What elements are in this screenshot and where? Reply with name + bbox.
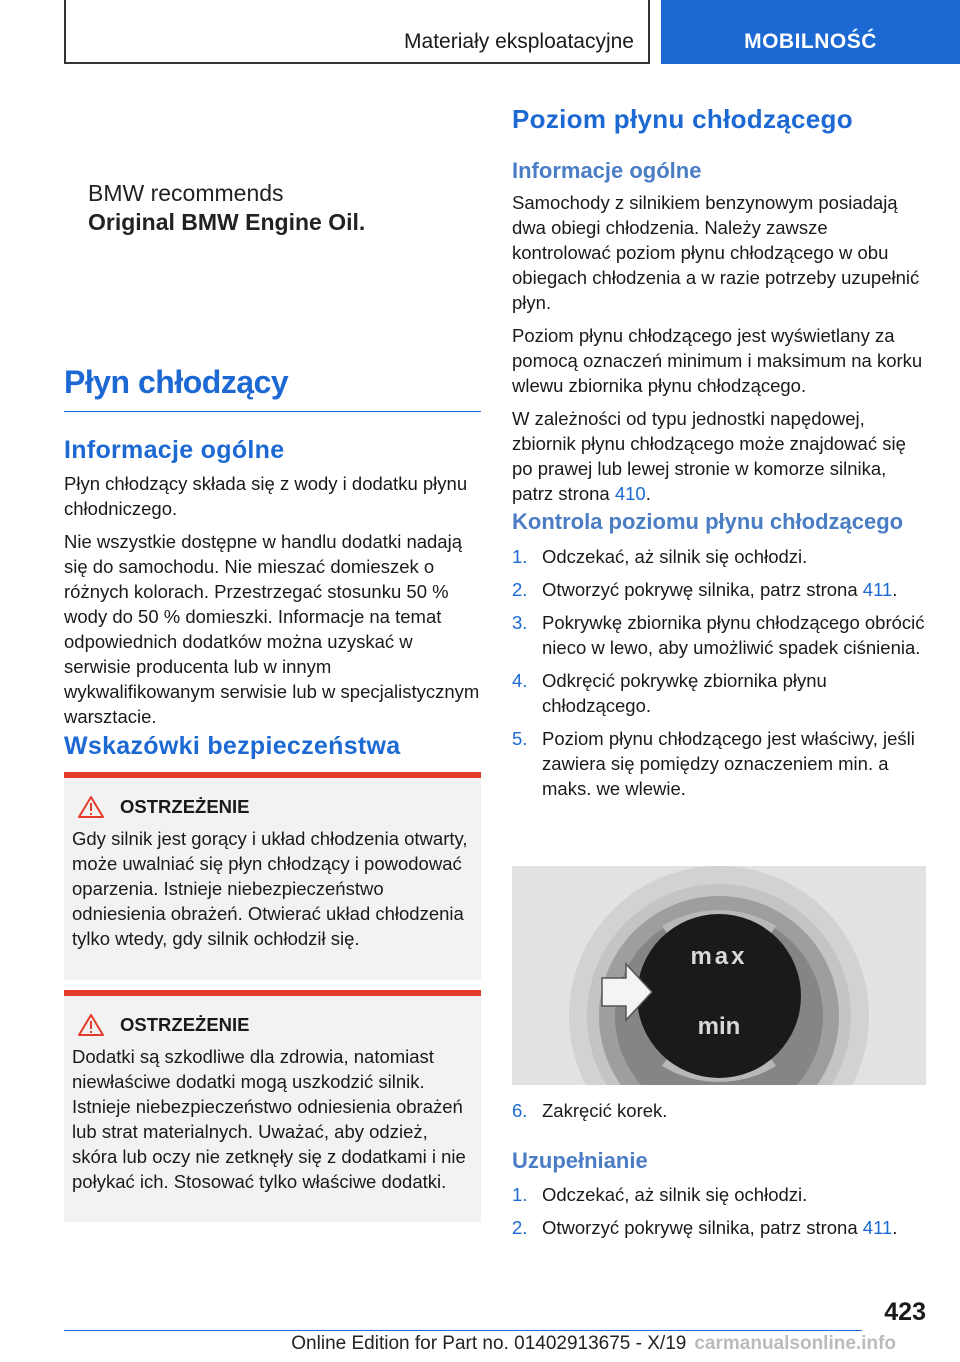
list-item <box>512 668 926 718</box>
safety-section <box>64 732 481 761</box>
list-item <box>512 1098 926 1123</box>
coolant-level-general-heading: Informacje ogólne <box>512 158 702 183</box>
warning-text-1: Gdy silnik jest gorący i układ chłodzenia otwarty, może uwalniać się płyn chłodzący i powodować oparzenia. Istnieje niebezpieczeństwo odniesienia obrażeń. Otwierać układ chłodzenia tylko wtedy, gdy silnik ochłodził się. <box>72 828 468 949</box>
coolant-general-p1: Płyn chłodzący składa się z wody i dodatku płynu chłodniczego. <box>64 473 468 519</box>
step-text: Otworzyć pokrywę silnika, patrz strona 411. <box>542 579 898 600</box>
step-text: Poziom płynu chłodzącego jest właściwy, jeśli zawiera się pomiędzy oznaczeniem min. a maks. we wlewie. <box>542 728 915 799</box>
step-number: 3. <box>512 612 528 633</box>
page-header <box>64 0 960 64</box>
list-item <box>512 610 926 660</box>
list-item <box>512 1215 926 1240</box>
oil-advertisement <box>88 180 365 236</box>
coolant-level-p3-end: . <box>645 483 651 504</box>
step-text: Otworzyć pokrywę silnika, patrz strona 411. <box>542 1217 898 1238</box>
warning-label-2: OSTRZEŻENIE <box>120 1014 250 1035</box>
header-chapter-tab[interactable]: MOBILNOŚĆ <box>661 0 960 64</box>
warning-box-1 <box>64 772 481 980</box>
page-link-411[interactable]: 411 <box>862 579 893 600</box>
warning-triangle-icon <box>78 796 104 818</box>
step-text: Odkręcić pokrywkę zbiornika płynu chłodzącego. <box>542 670 827 716</box>
watermark: carmanualsonline.info <box>694 1333 896 1354</box>
step-text: Odczekać, aż silnik się ochłodzi. <box>542 546 808 567</box>
coolant-general-p2: Nie wszystkie dostępne w handlu dodatki nadają się do samochodu. Nie mieszać domieszek o różnych kolorach. Przestrzegać stosunku 50 % wody do 50 % domieszki. Informacje na temat odpowiednich dodatków można uzyskać w serwisie producenta lub w innym wykwalifikowanym serwisie lub w specjalistycznym warsztacie. <box>64 531 480 727</box>
coolant-level-general-section <box>512 158 926 506</box>
step-6-block <box>512 1098 926 1123</box>
page-link-411[interactable]: 411 <box>862 1217 893 1238</box>
warning-label-1: OSTRZEŻENIE <box>120 796 250 817</box>
step-text-body: Otworzyć pokrywę silnika, patrz strona <box>542 1217 863 1238</box>
refill-heading: Uzupełnianie <box>512 1148 648 1173</box>
footer-edition <box>64 1333 896 1355</box>
section-title-coolant-level: Poziom płynu chłodzącego <box>512 104 853 134</box>
step-text: Zakręcić korek. <box>542 1100 668 1121</box>
step-number: 1. <box>512 546 528 567</box>
header-section-title: Materiały eksploatacyjne <box>64 0 650 64</box>
check-level-heading: Kontrola poziomu płynu chłodzącego <box>512 509 904 534</box>
step-text: Odczekać, aż silnik się ochłodzi. <box>542 1184 808 1205</box>
warning-triangle-icon <box>78 1014 104 1036</box>
coolant-level-p3-text: W zależności od typu jednostki napędowej, zbiornik płynu chłodzącego może znajdować się po prawej lub lewej stronie w komorze silnika, patrz strona <box>512 408 906 504</box>
check-steps-list <box>512 544 926 801</box>
step-number: 5. <box>512 728 528 749</box>
step-number: 6. <box>512 1100 528 1121</box>
step-number: 1. <box>512 1184 528 1205</box>
max-marking: max <box>690 943 748 970</box>
warning-text-2: Dodatki są szkodliwe dla zdrowia, natomiast niewłaściwe dodatki mogą uszkodzić silnik. Istnieje niebezpieczeństwo odniesienia obrażeń lub strat materialnych. Uważać, aby odzież, skóra lub oczy nie zetknęły się z dodatkami i nie połykać ich. Stosować tylko właściwe dodatki. <box>72 1046 466 1192</box>
edition-text: Online Edition for Part no. 01402913675 - X/19 <box>291 1333 687 1354</box>
coolant-level-title-block <box>512 104 926 135</box>
page-number: 423 <box>884 1298 926 1326</box>
coolant-general-heading: Informacje ogólne <box>64 436 285 464</box>
step-text: Pokrywkę zbiornika płynu chłodzącego obrócić nieco w lewo, aby umożliwić spadek ciśnienia. <box>542 612 925 658</box>
safety-heading: Wskazówki bezpieczeństwa <box>64 732 401 760</box>
check-level-section <box>512 508 926 801</box>
warning-box-2 <box>64 990 481 1222</box>
coolant-general-section <box>64 436 481 729</box>
list-item <box>512 726 926 801</box>
warning-title-2 <box>72 1014 473 1036</box>
list-item <box>512 1182 926 1207</box>
coolant-cap-photo <box>512 866 926 1085</box>
coolant-cap-illustration <box>512 866 926 1085</box>
ad-line-1: BMW recommends <box>88 180 284 206</box>
coolant-level-p2: Poziom płynu chłodzącego jest wyświetlany za pomocą oznaczeń minimum i maksimum na korku wlewu zbiornika płynu chłodzącego. <box>512 325 923 396</box>
refill-section <box>512 1148 926 1240</box>
coolant-level-p1: Samochody z silnikiem benzynowym posiadają dwa obiegi chłodzenia. Należy zawsze kontrolować poziom płynu chłodzącego w obu obiegach chłodzenia a w razie potrzeby uzupełnić płyn. <box>512 192 920 313</box>
step-number: 4. <box>512 670 528 691</box>
step-number: 2. <box>512 1217 528 1238</box>
footer-divider <box>64 1330 862 1331</box>
list-item <box>512 577 926 602</box>
warning-title-1 <box>72 796 473 818</box>
page-link-410[interactable]: 410 <box>614 483 646 504</box>
min-marking: min <box>697 1013 741 1040</box>
step-text-body: Otworzyć pokrywę silnika, patrz strona <box>542 579 863 600</box>
list-item <box>512 544 926 569</box>
refill-steps-list <box>512 1182 926 1240</box>
coolant-level-p3 <box>512 406 926 506</box>
step-number: 2. <box>512 579 528 600</box>
ad-line-2: Original BMW Engine Oil. <box>88 209 366 235</box>
section-title-coolant: Płyn chłodzący <box>64 364 481 412</box>
